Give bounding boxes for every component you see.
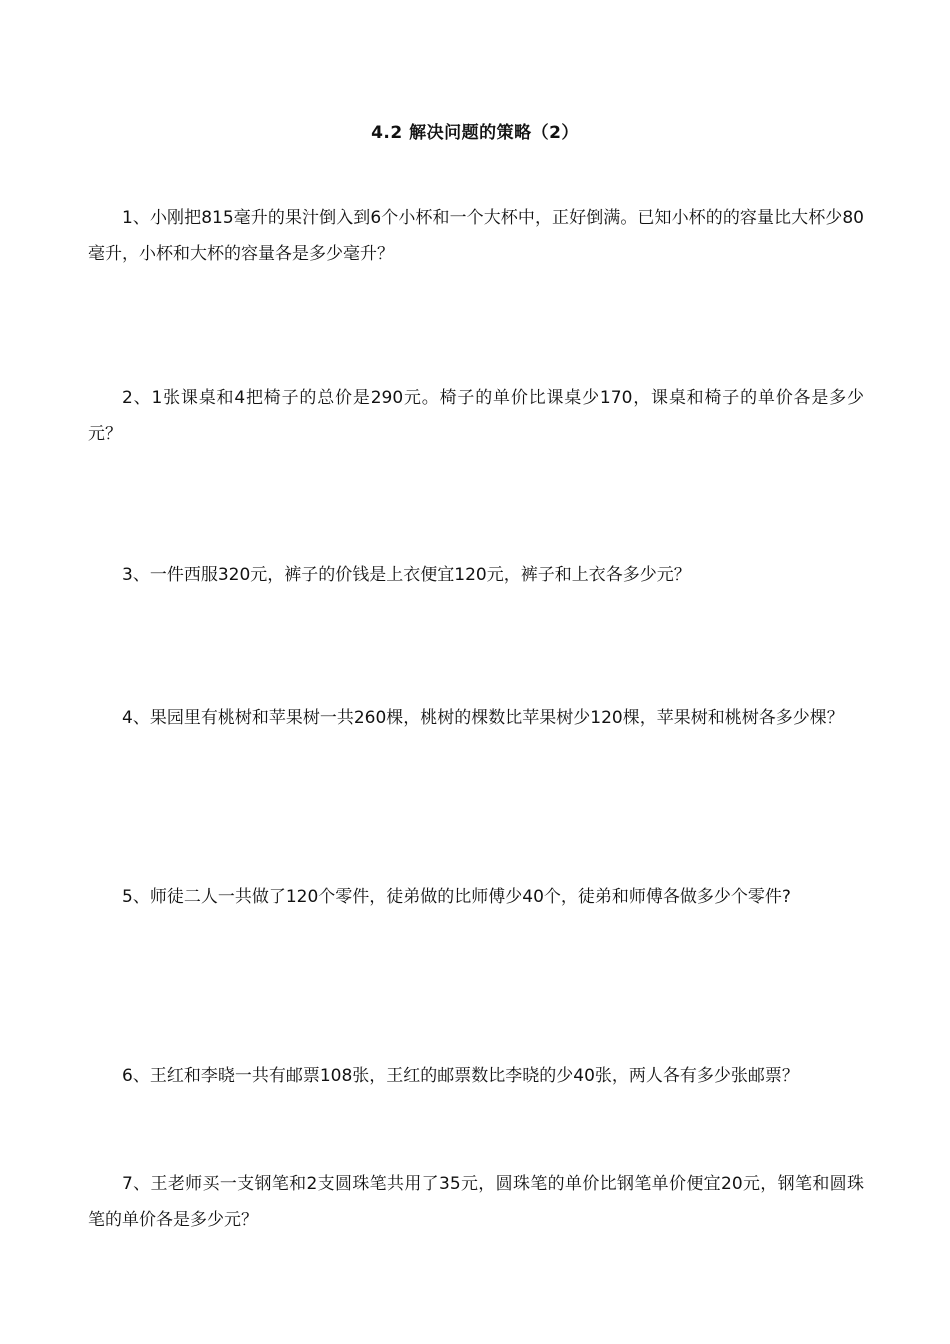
problem-1: 1、小刚把815毫升的果汁倒入到6个小杯和一个大杯中，正好倒满。已知小杯的的容量比大杯少80毫升，小杯和大杯的容量各是多少毫升？ (88, 208, 864, 264)
problem-3: 3、一件西服320元，裤子的价钱是上衣便宜120元，裤子和上衣各多少元？ (122, 565, 691, 585)
page-title: 4.2 解决问题的策略（2） (371, 123, 579, 143)
problem-7: 7、王老师买一支钢笔和2支圆珠笔共用了35元，圆珠笔的单价比钢笔单价便宜20元，钢笔和圆珠笔的单价各是多少元？ (88, 1174, 864, 1230)
problem-2: 2、1张课桌和4把椅子的总价是290元。椅子的单价比课桌少170，课桌和椅子的单价各是多少元？ (88, 388, 864, 444)
problem-5: 5、师徒二人一共做了120个零件，徒弟做的比师傅少40个，徒弟和师傅各做多少个零件? (122, 887, 791, 907)
problem-6: 6、王红和李晓一共有邮票108张，王红的邮票数比李晓的少40张，两人各有多少张邮票？ (122, 1066, 799, 1086)
problem-4: 4、果园里有桃树和苹果树一共260棵，桃树的棵数比苹果树少120棵，苹果树和桃树各多少棵？ (122, 708, 844, 728)
